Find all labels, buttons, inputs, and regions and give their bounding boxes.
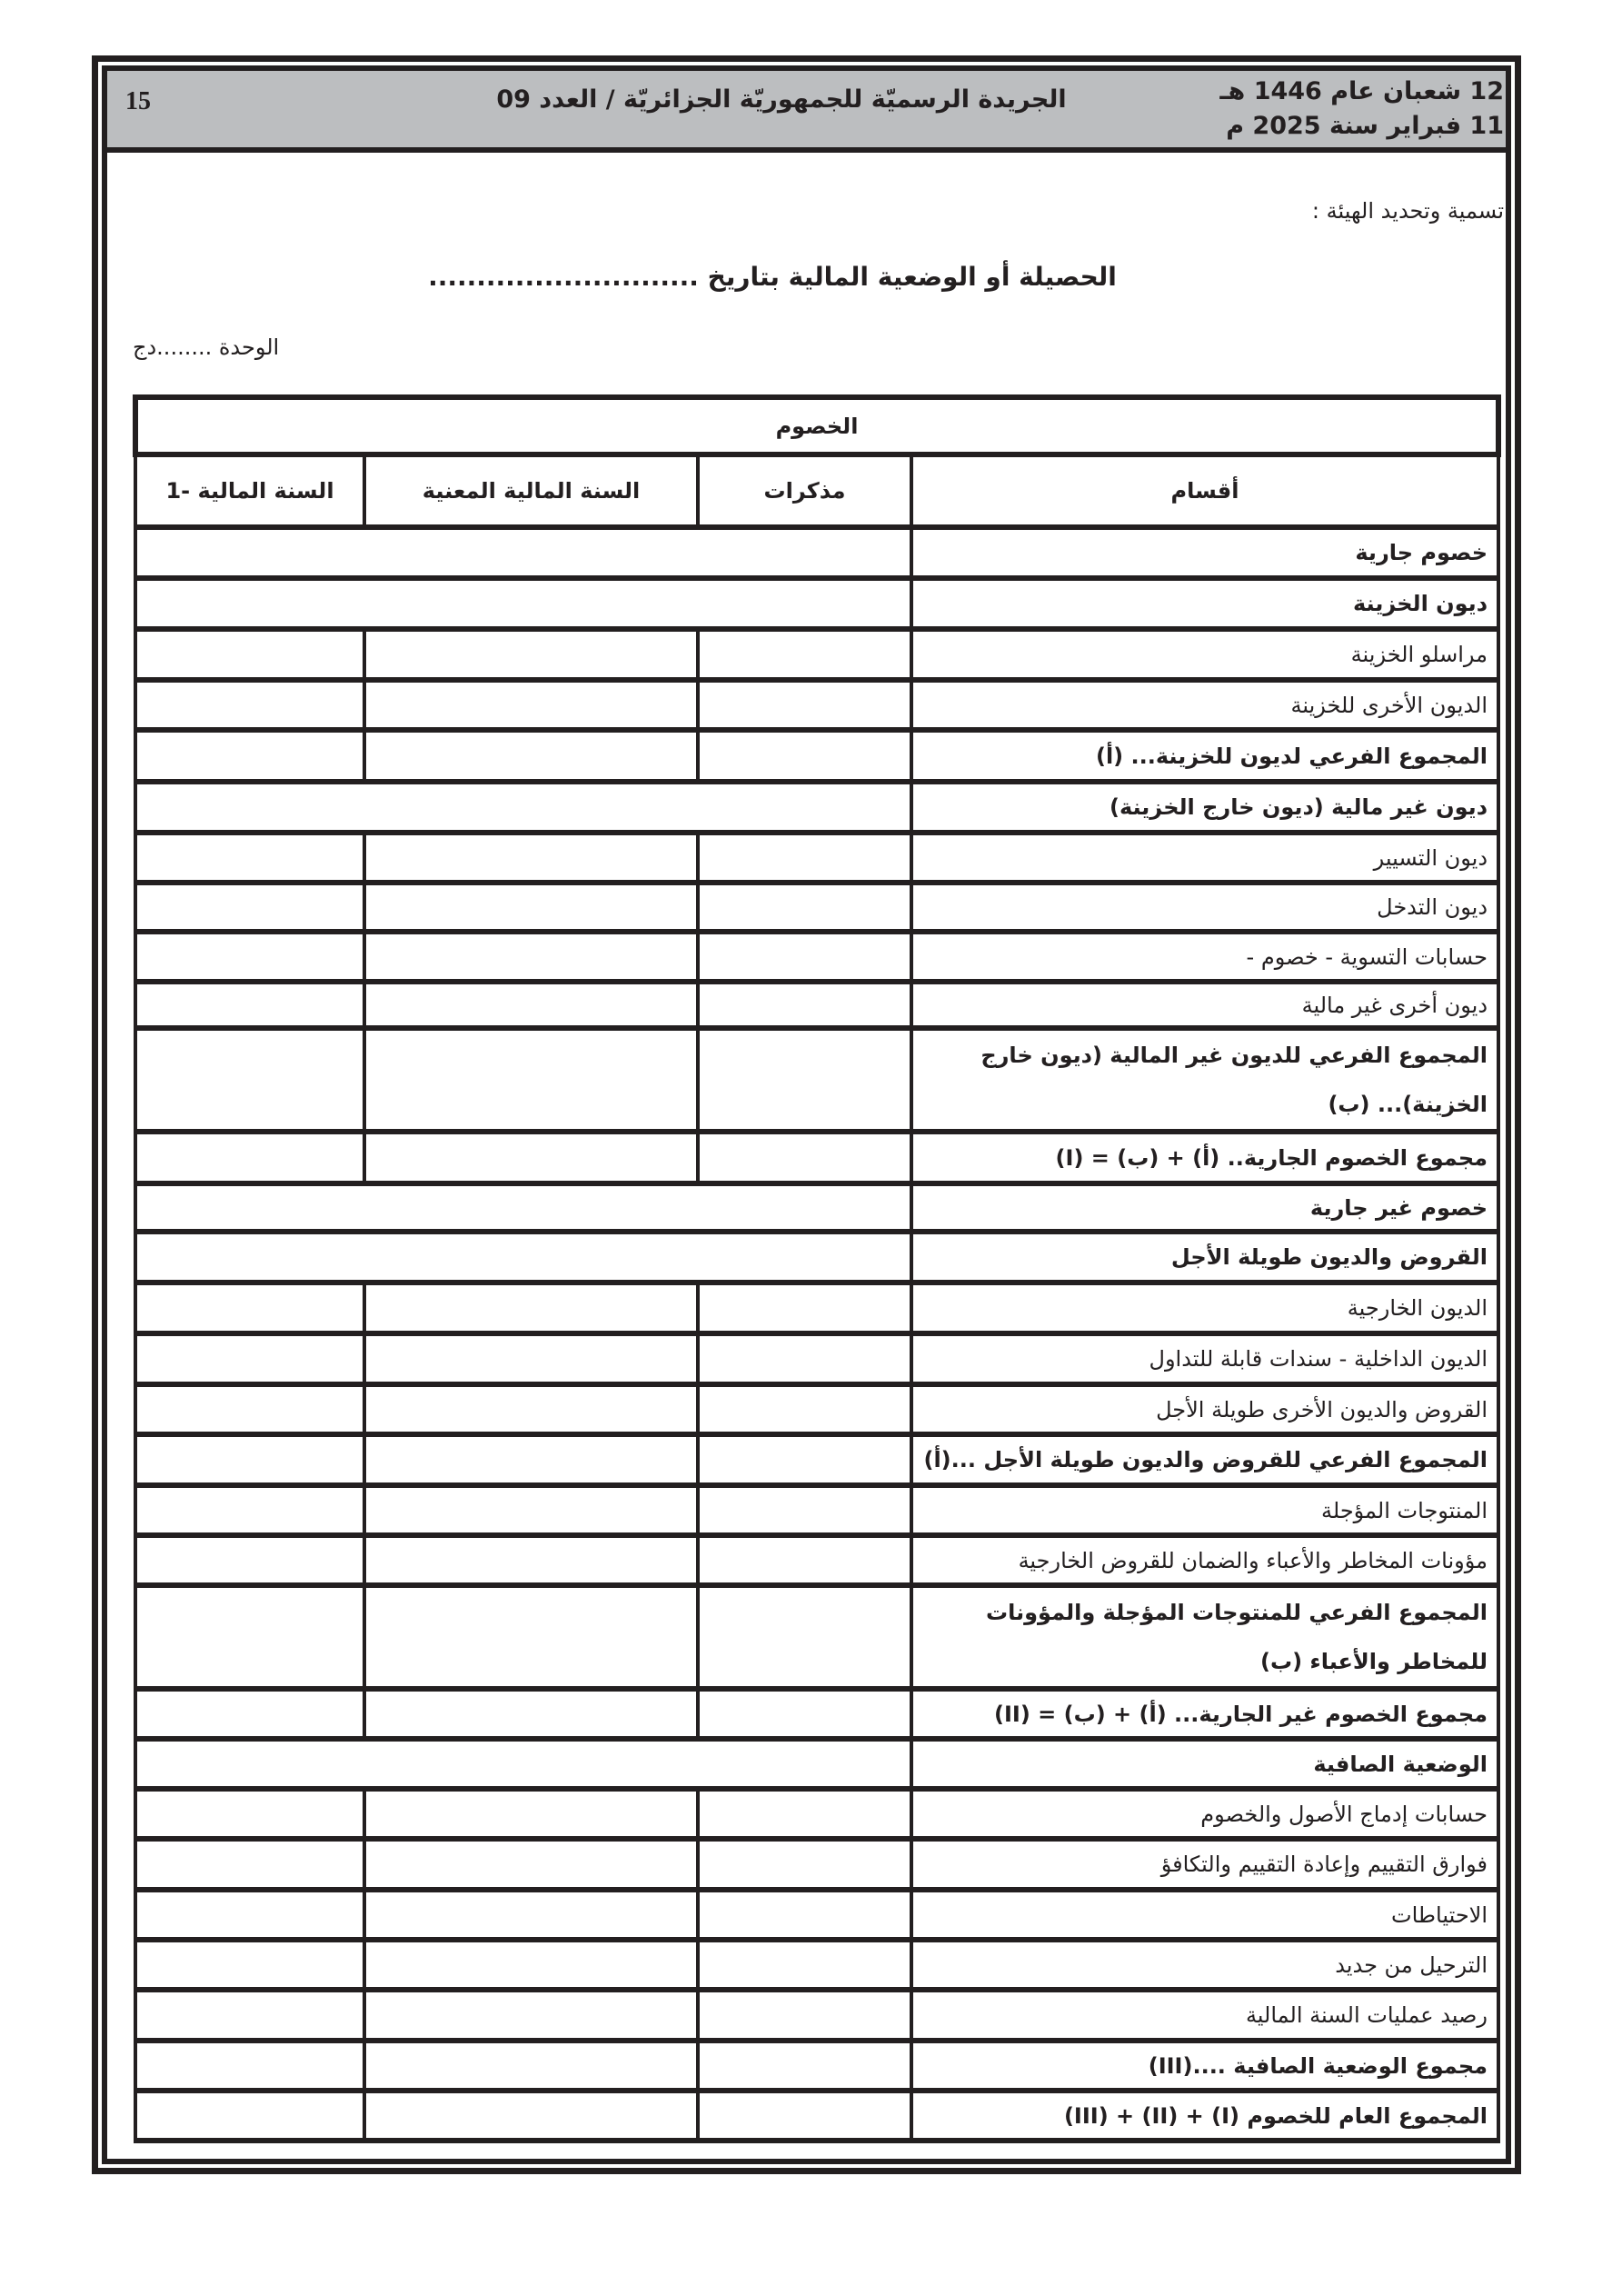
row-label: مراسلو الخزينة xyxy=(911,629,1498,680)
row-label: ديون التسيير xyxy=(911,833,1498,883)
previous-year-cell[interactable] xyxy=(135,1333,364,1384)
table-row xyxy=(135,527,1498,578)
table-row xyxy=(135,1132,1498,1183)
notes-cell[interactable] xyxy=(698,1333,911,1384)
notes-cell[interactable] xyxy=(698,1689,911,1739)
current-year-cell[interactable] xyxy=(364,1585,698,1689)
column-header-previous-year: السنة المالية -1 xyxy=(135,454,364,527)
previous-year-cell[interactable] xyxy=(135,2041,364,2091)
row-label: ديون الخزينة xyxy=(911,578,1498,629)
row-label: خصوم جارية xyxy=(911,527,1498,578)
merged-value-cell xyxy=(135,1232,911,1283)
previous-year-cell[interactable] xyxy=(135,883,364,932)
table-row xyxy=(135,1384,1498,1434)
row-label: القروض والديون طويلة الأجل xyxy=(911,1232,1498,1283)
current-year-cell[interactable] xyxy=(364,2041,698,2091)
merged-value-cell xyxy=(135,1739,911,1789)
row-label: المجموع الفرعي للديون غير المالية (ديون خارج الخزينة)... (ب) xyxy=(911,1028,1498,1132)
previous-year-cell[interactable] xyxy=(135,2091,364,2141)
previous-year-cell[interactable] xyxy=(135,730,364,782)
row-label: الديون الأخرى للخزينة xyxy=(911,680,1498,730)
current-year-cell[interactable] xyxy=(364,730,698,782)
row-label: الترحيل من جديد xyxy=(911,1940,1498,1990)
entity-name-label: تسمية وتحديد الهيئة : xyxy=(1311,198,1504,224)
row-label: الوضعية الصافية xyxy=(911,1739,1498,1789)
table-section-title-row xyxy=(135,397,1498,454)
current-year-cell[interactable] xyxy=(364,1990,698,2041)
notes-cell[interactable] xyxy=(698,982,911,1028)
notes-cell[interactable] xyxy=(698,1839,911,1890)
row-label: مجموع الخصوم الجارية.. (أ) + (ب) = (I) xyxy=(911,1132,1498,1183)
row-label: المجموع الفرعي للمنتوجات المؤجلة والمؤونات للمخاطر والأعباء (ب) xyxy=(911,1585,1498,1689)
table-row xyxy=(135,1689,1498,1739)
table-row xyxy=(135,1434,1498,1485)
notes-cell[interactable] xyxy=(698,1535,911,1585)
current-year-cell[interactable] xyxy=(364,2091,698,2141)
table-row xyxy=(135,629,1498,680)
row-label: ديون غير مالية (ديون خارج الخزينة) xyxy=(911,782,1498,833)
current-year-cell[interactable] xyxy=(364,883,698,932)
previous-year-cell[interactable] xyxy=(135,1839,364,1890)
currency-unit-label: الوحدة ........دج xyxy=(133,334,280,360)
current-year-cell[interactable] xyxy=(364,1434,698,1485)
merged-value-cell xyxy=(135,578,911,629)
previous-year-cell[interactable] xyxy=(135,1535,364,1585)
table-row xyxy=(135,1585,1498,1689)
row-label: المجموع العام للخصوم (I) + (II) + (III) xyxy=(911,2091,1498,2141)
issue-date xyxy=(1219,75,1504,144)
notes-cell[interactable] xyxy=(698,2091,911,2141)
journal-title: الجريدة الرسميّة للجمهوريّة الجزائريّة / العدد 09 xyxy=(496,85,1067,114)
current-year-cell[interactable] xyxy=(364,1535,698,1585)
row-label: الاحتياطات xyxy=(911,1890,1498,1940)
previous-year-cell[interactable] xyxy=(135,680,364,730)
row-label: مؤونات المخاطر والأعباء والضمان للقروض الخارجية xyxy=(911,1535,1498,1585)
previous-year-cell[interactable] xyxy=(135,932,364,982)
notes-cell[interactable] xyxy=(698,1132,911,1183)
row-label: الديون الخارجية xyxy=(911,1283,1498,1333)
previous-year-cell[interactable] xyxy=(135,1789,364,1839)
row-label: فوارق التقييم وإعادة التقييم والتكافؤ xyxy=(911,1839,1498,1890)
row-label: مجموع الخصوم غير الجارية... (أ) + (ب) = (II) xyxy=(911,1689,1498,1739)
current-year-cell[interactable] xyxy=(364,932,698,982)
notes-cell[interactable] xyxy=(698,2041,911,2091)
notes-cell[interactable] xyxy=(698,883,911,932)
row-label: مجموع الوضعية الصافية ....(III) xyxy=(911,2041,1498,2091)
row-label: القروض والديون الأخرى طويلة الأجل xyxy=(911,1384,1498,1434)
current-year-cell[interactable] xyxy=(364,629,698,680)
notes-cell[interactable] xyxy=(698,680,911,730)
current-year-cell[interactable] xyxy=(364,1789,698,1839)
previous-year-cell[interactable] xyxy=(135,1132,364,1183)
current-year-cell[interactable] xyxy=(364,1028,698,1132)
page-number: 15 xyxy=(125,87,151,115)
row-label: ديون التدخل xyxy=(911,883,1498,932)
previous-year-cell[interactable] xyxy=(135,629,364,680)
row-label: المجموع الفرعي للقروض والديون طويلة الأجل ...(أ) xyxy=(911,1434,1498,1485)
notes-cell[interactable] xyxy=(698,1789,911,1839)
current-year-cell[interactable] xyxy=(364,1283,698,1333)
table-row xyxy=(135,2091,1498,2141)
current-year-cell[interactable] xyxy=(364,1940,698,1990)
notes-cell[interactable] xyxy=(698,1990,911,2041)
current-year-cell[interactable] xyxy=(364,1689,698,1739)
current-year-cell[interactable] xyxy=(364,982,698,1028)
previous-year-cell[interactable] xyxy=(135,1990,364,2041)
table-header-row xyxy=(135,454,1498,527)
table-row xyxy=(135,1940,1498,1990)
table-row xyxy=(135,1283,1498,1333)
row-label: المنتوجات المؤجلة xyxy=(911,1485,1498,1535)
previous-year-cell[interactable] xyxy=(135,1689,364,1739)
current-year-cell[interactable] xyxy=(364,1333,698,1384)
column-header-current-year: السنة المالية المعنية xyxy=(364,454,698,527)
previous-year-cell[interactable] xyxy=(135,982,364,1028)
previous-year-cell[interactable] xyxy=(135,1434,364,1485)
previous-year-cell[interactable] xyxy=(135,1585,364,1689)
section-title: الخصوم xyxy=(135,397,1498,454)
table-row xyxy=(135,782,1498,833)
row-label: خصوم غير جارية xyxy=(911,1183,1498,1232)
current-year-cell[interactable] xyxy=(364,1132,698,1183)
notes-cell[interactable] xyxy=(698,1890,911,1940)
table-row xyxy=(135,1789,1498,1839)
table-row xyxy=(135,1028,1498,1132)
current-year-cell[interactable] xyxy=(364,1890,698,1940)
table-row xyxy=(135,1535,1498,1585)
current-year-cell[interactable] xyxy=(364,1384,698,1434)
previous-year-cell[interactable] xyxy=(135,833,364,883)
notes-cell[interactable] xyxy=(698,932,911,982)
table-row xyxy=(135,883,1498,932)
table-row xyxy=(135,1739,1498,1789)
notes-cell[interactable] xyxy=(698,1940,911,1990)
notes-cell[interactable] xyxy=(698,629,911,680)
row-label: الديون الداخلية - سندات قابلة للتداول xyxy=(911,1333,1498,1384)
table-row xyxy=(135,1183,1498,1232)
row-label: المجموع الفرعي لديون للخزينة... (أ) xyxy=(911,730,1498,782)
notes-cell[interactable] xyxy=(698,1585,911,1689)
previous-year-cell[interactable] xyxy=(135,1283,364,1333)
previous-year-cell[interactable] xyxy=(135,1384,364,1434)
table-row xyxy=(135,1333,1498,1384)
notes-cell[interactable] xyxy=(698,833,911,883)
previous-year-cell[interactable] xyxy=(135,1890,364,1940)
notes-cell[interactable] xyxy=(698,1485,911,1535)
previous-year-cell[interactable] xyxy=(135,1940,364,1990)
table-row xyxy=(135,833,1498,883)
notes-cell[interactable] xyxy=(698,1384,911,1434)
row-label: ديون أخرى غير مالية xyxy=(911,982,1498,1028)
date-gregorian: 11 فبراير سنة 2025 م xyxy=(1226,112,1504,140)
table-row xyxy=(135,1890,1498,1940)
table-row xyxy=(135,578,1498,629)
table-row xyxy=(135,2041,1498,2091)
row-label: حسابات التسوية - خصوم - xyxy=(911,932,1498,982)
column-header-notes: مذكرات xyxy=(698,454,911,527)
previous-year-cell[interactable] xyxy=(135,1485,364,1535)
notes-cell[interactable] xyxy=(698,730,911,782)
current-year-cell[interactable] xyxy=(364,1485,698,1535)
current-year-cell[interactable] xyxy=(364,1839,698,1890)
current-year-cell[interactable] xyxy=(364,833,698,883)
table-row xyxy=(135,1485,1498,1535)
liabilities-table xyxy=(133,394,1501,2143)
table-row xyxy=(135,1232,1498,1283)
date-hijri: 12 شعبان عام 1446 هـ xyxy=(1219,77,1504,105)
table-row xyxy=(135,1839,1498,1890)
merged-value-cell xyxy=(135,527,911,578)
table-body xyxy=(135,527,1498,2141)
merged-value-cell xyxy=(135,782,911,833)
notes-cell[interactable] xyxy=(698,1434,911,1485)
merged-value-cell xyxy=(135,1183,911,1232)
table-row xyxy=(135,982,1498,1028)
table-row xyxy=(135,932,1498,982)
row-label: رصيد عمليات السنة المالية xyxy=(911,1990,1498,2041)
previous-year-cell[interactable] xyxy=(135,1028,364,1132)
table-row xyxy=(135,680,1498,730)
document-title: الحصيلة أو الوضعية المالية بتاريخ ............................ xyxy=(428,262,1117,292)
notes-cell[interactable] xyxy=(698,1283,911,1333)
table-row xyxy=(135,730,1498,782)
row-label: حسابات إدماج الأصول والخصوم xyxy=(911,1789,1498,1839)
table-row xyxy=(135,1990,1498,2041)
column-header-sections: أقسام xyxy=(911,454,1498,527)
notes-cell[interactable] xyxy=(698,1028,911,1132)
current-year-cell[interactable] xyxy=(364,680,698,730)
